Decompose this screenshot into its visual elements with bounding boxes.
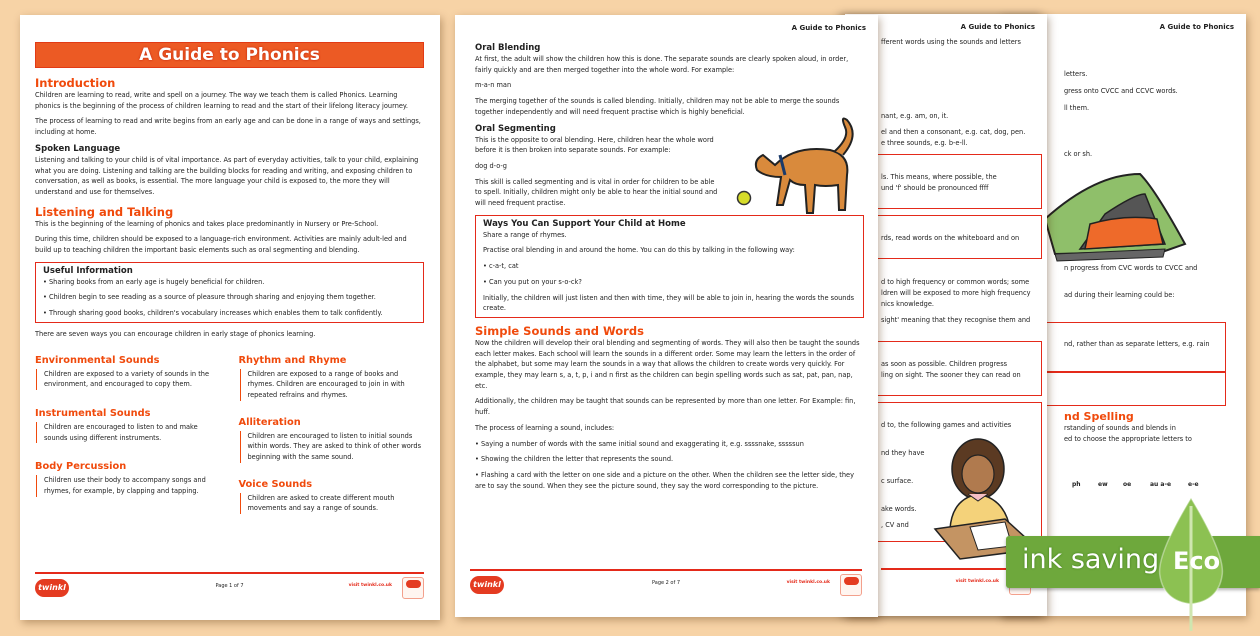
text-fragment: c surface. bbox=[881, 477, 914, 485]
text-fragment: ls. This means, where possible, the bbox=[881, 173, 997, 181]
doc-title: A Guide to Phonics bbox=[35, 42, 424, 68]
way-section bbox=[35, 408, 221, 443]
text-fragment: d to high frequency or common words; some bbox=[881, 278, 1030, 286]
page-1 bbox=[20, 15, 440, 620]
grapheme: ew bbox=[1098, 481, 1108, 488]
text: Practise oral blending in and around the home. You can do this by talking in the following way: bbox=[483, 246, 795, 255]
way-section bbox=[35, 355, 221, 390]
text-fragment: gress onto CVCC and CCVC words. bbox=[1064, 87, 1178, 95]
ink-saving-label: ink saving bbox=[1022, 544, 1160, 575]
grapheme: au a-e bbox=[1150, 481, 1172, 488]
intro-text-2: The process of learning to read and write begins from an early age and can be done in a range of ways and settings, including at home. bbox=[35, 117, 421, 137]
text: This skill is called segmenting and is vital in order for children to be able to spell. Initially, children might only be able to hear the initial sound and will need frequent practise. bbox=[475, 177, 718, 208]
heading-useful-info: Useful Information bbox=[43, 265, 133, 276]
heading-spoken-language: Spoken Language bbox=[35, 143, 121, 154]
way-text: Children are encouraged to listen to initial sounds within words. They are asked to think of other words beginning with the same sound. bbox=[240, 431, 425, 463]
dog-illustration bbox=[735, 115, 860, 220]
text-fragment: nics knowledge. bbox=[881, 300, 935, 308]
heading-listening-talking: Listening and Talking bbox=[35, 204, 174, 219]
text-fragment: ling on sight. The sooner they can read on bbox=[881, 371, 1021, 379]
lt-text-2: During this time, children should be exposed to a language-rich environment. Activities are mainly adult-led and build up to teaching children the important basic elements such as oral segmenting and blending. bbox=[35, 235, 407, 255]
running-header: A Guide to Phonics bbox=[791, 24, 866, 32]
way-text: Children are exposed to a variety of sounds in the environment, and encouraged to copy them. bbox=[36, 369, 221, 390]
text-fragment: ck or sh. bbox=[1064, 150, 1093, 158]
tent-illustration bbox=[1045, 169, 1195, 264]
text-fragment: nant, e.g. am, on, it. bbox=[881, 112, 949, 120]
twinkl-logo: twinkl bbox=[35, 579, 69, 597]
list-item: • Through sharing good books, children's vocabulary increases which enables them to talk confidently. bbox=[43, 308, 416, 319]
text: Share a range of rhymes. bbox=[483, 230, 567, 239]
visit-link[interactable]: visit twinkl.co.uk bbox=[348, 583, 392, 588]
visit-link[interactable]: visit twinkl.co.uk bbox=[786, 580, 830, 585]
text: Now the children will develop their oral blending and segmenting of words. They will also then be taught the sounds each letter makes. Each school will learn the sounds in a different order. Some may learn the letters in the order of the alphabet, but some may learn the sounds in a way that allows the children to create words very quickly. For example, they may learn s, a, t, p, i and n first as the children can begin spelling words such as sat, pat, pan, nap, etc. bbox=[475, 338, 860, 390]
running-header: A Guide to Phonics bbox=[1159, 23, 1234, 31]
text-fragment: fferent words using the sounds and letters bbox=[881, 38, 1021, 46]
seven-ways-text: There are seven ways you can encourage children in early stage of phonics learning. bbox=[35, 329, 316, 338]
way-section bbox=[239, 417, 425, 463]
way-heading: Rhythm and Rhyme bbox=[238, 354, 347, 366]
page-footer bbox=[470, 569, 862, 599]
example: dog d-o-g bbox=[475, 161, 507, 170]
ink-saving-banner bbox=[1006, 536, 1260, 588]
text: At first, the adult will show the children how this is done. The separate sounds are clearly spoken aloud, in order, fairly quickly and are then merged together into the whole word. For example: bbox=[475, 55, 849, 74]
text-fragment: e three sounds, e.g. b-e-ll. bbox=[881, 139, 968, 147]
twinkl-logo: twinkl bbox=[470, 576, 504, 594]
text: This is the opposite to oral blending. Here, children hear the whole word before it is then broken into separate sounds. For example: bbox=[475, 135, 714, 155]
support-box bbox=[475, 215, 864, 318]
heading-introduction: Introduction bbox=[35, 76, 116, 90]
way-text: Children are encouraged to listen to and make sounds using different instruments. bbox=[36, 422, 221, 443]
page-number: Page 2 of 7 bbox=[651, 580, 681, 586]
text-fragment: ad during their learning could be: bbox=[1064, 291, 1175, 299]
text-fragment: ldren will be exposed to more high frequency bbox=[881, 289, 1031, 297]
page-2 bbox=[455, 15, 878, 617]
way-heading: Alliteration bbox=[238, 416, 301, 428]
text-fragment: ake words. bbox=[881, 505, 917, 513]
text: Initially, the children will just listen and then with time, they will be able to join in, hearing the words the sounds create. bbox=[483, 293, 855, 313]
text: The process of learning a sound, includes: bbox=[475, 423, 615, 432]
list-item: • Children begin to see reading as a source of pleasure through sharing and enjoying them together. bbox=[43, 292, 416, 303]
eco-badge-label: Eco bbox=[1173, 547, 1221, 575]
list-item: • Flashing a card with the letter on one side and a picture on the other. When the children see the letter side, they are to say the sound. When they see the picture sound, they say the word corresponding to the picture. bbox=[475, 470, 864, 491]
text-fragment: rds, read words on the whiteboard and on bbox=[881, 234, 1020, 242]
intro-text-1: Children are learning to read, write and spell on a journey. The way we teach them is called Phonics. Learning phonics is the beginning of the process of children learning to read and the start of their lifelong literacy journey. bbox=[35, 91, 408, 110]
grapheme: ph bbox=[1072, 481, 1081, 488]
way-text: Children are exposed to a range of books and rhymes. Children are encouraged to join in with repeated refrains and rhymes. bbox=[240, 369, 425, 401]
heading-support: Ways You Can Support Your Child at Home bbox=[483, 218, 686, 229]
way-heading: Body Percussion bbox=[35, 461, 127, 473]
page-number: Page 1 of 7 bbox=[215, 583, 244, 589]
way-section bbox=[35, 461, 221, 496]
text-fragment: nd they have bbox=[881, 449, 925, 457]
way-heading: Instrumental Sounds bbox=[35, 407, 151, 419]
list-item: • Showing the children the letter that represents the sound. bbox=[475, 454, 864, 465]
list-item: • Sharing books from an early age is hugely beneficial for children. bbox=[43, 277, 416, 288]
text-fragment: ll them. bbox=[1064, 104, 1090, 112]
heading-oral-blending: Oral Blending bbox=[475, 43, 541, 53]
grapheme: oe bbox=[1123, 481, 1132, 488]
quality-badge-icon bbox=[402, 577, 424, 599]
text-fragment: ed to choose the appropriate letters to bbox=[1064, 435, 1192, 443]
list-item: • c-a-t, cat bbox=[483, 261, 856, 272]
text: Additionally, the children may be taught that sounds can be represented by more than one letter. For Example: fin, huff. bbox=[475, 397, 856, 417]
way-text: Children use their body to accompany songs and rhymes, for example, by clapping and tapping. bbox=[36, 475, 221, 496]
way-text: Children are asked to create different mouth movements and say a range of sounds. bbox=[240, 493, 425, 514]
text-fragment: nd, rather than as separate letters, e.g. rain bbox=[1064, 340, 1210, 348]
text-fragment: letters. bbox=[1064, 70, 1088, 78]
lt-text-1: This is the beginning of the learning of phonics and takes place predominantly in Nursery or Pre-School. bbox=[35, 219, 379, 228]
text-fragment: rstanding of sounds and blends in bbox=[1064, 424, 1176, 432]
useful-info-box bbox=[35, 262, 424, 323]
example: m-a-n man bbox=[475, 81, 512, 90]
text: The merging together of the sounds is called blending. Initially, children may not be able to merge the sounds together independently and will need frequent practise which is highly beneficial. bbox=[475, 97, 840, 116]
heading-fragment: nd Spelling bbox=[1064, 410, 1134, 423]
heading-oral-segmenting: Oral Segmenting bbox=[475, 123, 556, 134]
grapheme: e-e bbox=[1188, 481, 1199, 488]
way-heading: Environmental Sounds bbox=[35, 354, 160, 366]
page-footer bbox=[35, 572, 424, 602]
text-fragment: und 'f' should be pronounced ffff bbox=[881, 184, 989, 192]
list-item: • Can you put on your s-o-ck? bbox=[483, 277, 856, 288]
text-fragment: sight' meaning that they recognise them and bbox=[881, 316, 1031, 324]
text-fragment: el and then a consonant, e.g. cat, dog, pen. bbox=[881, 128, 1026, 136]
way-heading: Voice Sounds bbox=[238, 478, 313, 490]
quality-badge-icon bbox=[840, 574, 862, 596]
text-fragment: n progress from CVC words to CVCC and bbox=[1064, 264, 1198, 272]
way-section bbox=[239, 479, 425, 514]
way-section bbox=[239, 355, 425, 401]
text-fragment: as soon as possible. Children progress bbox=[881, 360, 1008, 368]
text-fragment: , CV and bbox=[881, 521, 909, 529]
info-box bbox=[1030, 372, 1226, 406]
list-item: • Saying a number of words with the same initial sound and exaggerating it, e.g. ssssnake, sssssun bbox=[475, 439, 864, 450]
spoken-text: Listening and talking to your child is of vital importance. As part of everyday activities, talk to your child, explaining what you are doing. Listening and talking are the building blocks for reading and writing, and exposing children to conversation, as well as books, is essential. The more language your child is exposed to, the more they will understand and use for themselves. bbox=[35, 155, 419, 196]
running-header: A Guide to Phonics bbox=[960, 23, 1035, 31]
heading-simple-sounds: Simple Sounds and Words bbox=[475, 323, 644, 338]
visit-link[interactable]: visit twinkl.co.uk bbox=[955, 579, 999, 584]
text-fragment: d to, the following games and activities bbox=[881, 421, 1012, 429]
